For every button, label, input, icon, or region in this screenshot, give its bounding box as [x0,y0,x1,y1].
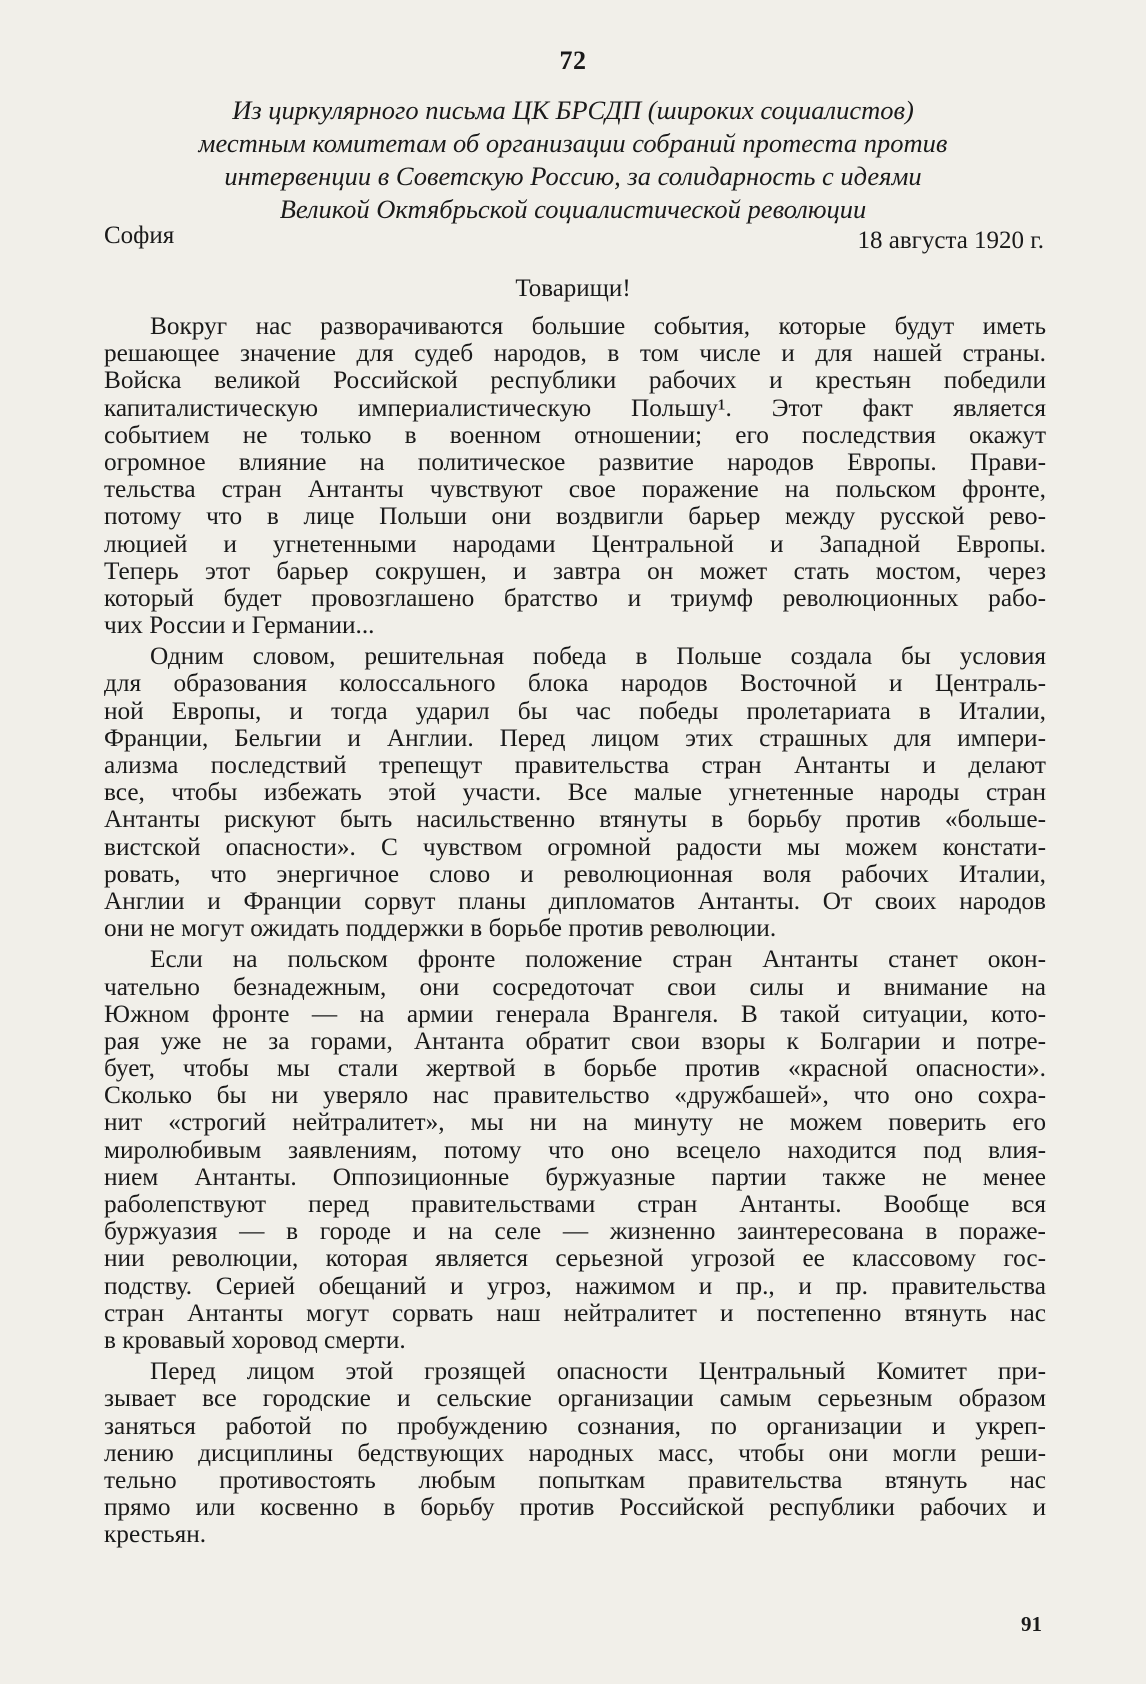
paragraph-line: нии революции, которая является серьезной угрозой ее классовому гос- [104,1244,1046,1273]
paragraph-line: Франции, Бельгии и Англии. Перед лицом этих страшных для импери- [104,723,1046,752]
paragraph-line: стран Антанты могут сорвать наш нейтралитет и постепенно втянуть нас [104,1298,1046,1327]
paragraph-line: все, чтобы избежать этой участи. Все малые угнетенные народы стран [104,778,1046,807]
paragraph-line: в кровавый хоровод смерти. [104,1325,406,1354]
document-number: 72 [559,46,587,75]
heading-line: интервенции в Советскую Россию, за солидарность с идеями [224,161,922,191]
paragraph-line: Перед лицом этой грозящей опасности Центральный Комитет при- [150,1357,1046,1386]
paragraph-line: подству. Серией обещаний и угроз, нажимом и пр., и пр. правительства [104,1271,1046,1300]
paragraph-line: миролюбивым заявлениям, потому что оно всецело находится под влия- [104,1135,1046,1164]
paragraph-line: Теперь этот барьер сокрушен, и завтра он может стать мостом, через [104,556,1046,585]
paragraph-line: Сколько бы ни уверяло нас правительство «дружбашей», что оно сохра- [104,1081,1046,1110]
paragraph-line: чательно безнадежным, они сосредоточат свои силы и внимание на [104,972,1046,1001]
paragraph-line: для образования колоссального блока народов Восточной и Централь- [104,669,1046,698]
place-of-writing: София [104,222,175,249]
paragraph-line: Антанты рискуют быть насильственно втянуты в борьбу против «больше- [104,805,1046,834]
paragraph-line: бует, чтобы мы стали жертвой в борьбе против «красной опасности». [104,1054,1046,1083]
paragraph-line: чих России и Германии... [104,611,375,640]
page-number: 91 [1021,1612,1042,1636]
paragraph-line: заняться работой по пробуждению сознания, по организации и укреп- [104,1411,1046,1440]
paragraph-line: нит «строгий нейтралитет», мы ни на минуту не можем поверить его [104,1108,1046,1137]
paragraph-line: ной Европы, и тогда ударил бы час победы пролетариата в Италии, [104,696,1046,725]
paragraph-line: буржуазия — в городе и на селе — жизненно заинтересована в пораже- [104,1217,1046,1246]
paragraph-line: они не могут ожидать поддержки в борьбе против революции. [104,914,777,943]
paragraph-line: Войска великой Российской республики рабочих и крестьян победили [104,366,1046,395]
paragraph-line: тельно противостоять любым попыткам правительства втянуть нас [104,1465,1046,1494]
paragraph-line: ровать, что энергичное слово и революционная воля рабочих Италии, [104,859,1046,888]
paragraph-line: Если на польском фронте положение стран Антанты станет окон- [150,945,1046,974]
paragraph-line: лению дисциплины бедствующих народных масс, чтобы они могли реши- [104,1438,1046,1467]
paragraph-line: решающее значение для судеб народов, в том числе и для нашей страны. [104,339,1046,368]
paragraph-line: потому что в лице Польши они воздвигли барьер между русской рево- [104,502,1046,531]
body-text [104,313,1046,1552]
paragraph-line: Одним словом, решительная победа в Польше создала бы условия [150,642,1046,671]
paragraph-line: раболепствуют перед правительствами стран Антанты. Вообще вся [104,1190,1046,1218]
paragraph-line: событием не только в военном отношении; его последствия окажут [104,420,1046,449]
paragraph-line: зывает все городские и сельские организации самым серьезным образом [104,1384,1046,1413]
document-date: 18 августа 1920 г. [857,227,1044,254]
paragraph-line: огромное влияние на политическое развитие народов Европы. Прави- [104,447,1046,476]
paragraph [104,643,1046,942]
greeting: Товарищи! [515,275,631,302]
paragraph-line: люцией и угнетенными народами Центральной и Западной Европы. [104,529,1046,558]
document-heading [150,94,996,226]
paragraph-line: прямо или косвенно в борьбу против Российской республики рабочих и [104,1493,1046,1522]
paragraph [104,946,1046,1354]
paragraph-line: Южном фронте — на армии генерала Врангеля. В такой ситуации, кото- [104,999,1046,1028]
heading-line: Из циркулярного письма ЦК БРСДП (широких социалистов) [232,95,914,125]
paragraph-line: вистской опасности». С чувством огромной радости мы можем констати- [104,832,1046,861]
paragraph [104,313,1046,639]
paragraph [104,1358,1046,1548]
heading-line: Великой Октябрьской социалистической революции [279,194,867,224]
paragraph-line: крестьян. [104,1520,207,1549]
paragraph-line: тельства стран Антанты чувствуют свое поражение на польском фронте, [104,475,1046,504]
paragraph-line: который будет провозглашено братство и триумф революционных рабо- [104,583,1046,612]
paragraph-line: капиталистическую империалистическую Польшу¹. Этот факт является [104,393,1046,422]
paragraph-line: Англии и Франции сорвут планы дипломатов Антанты. От своих народов [104,886,1046,915]
paragraph-line: Вокруг нас разворачиваются большие события, которые будут иметь [150,312,1046,340]
paragraph-line: нием Антанты. Оппозиционные буржуазные партии также не менее [104,1162,1046,1191]
paragraph-line: ализма последствий трепещут правительства стран Антанты и делают [104,751,1046,779]
paragraph-line: рая уже не за горами, Антанта обратит свои взоры к Болгарии и потре- [104,1026,1046,1055]
heading-line: местным комитетам об организации собраний протеста против [198,128,948,158]
